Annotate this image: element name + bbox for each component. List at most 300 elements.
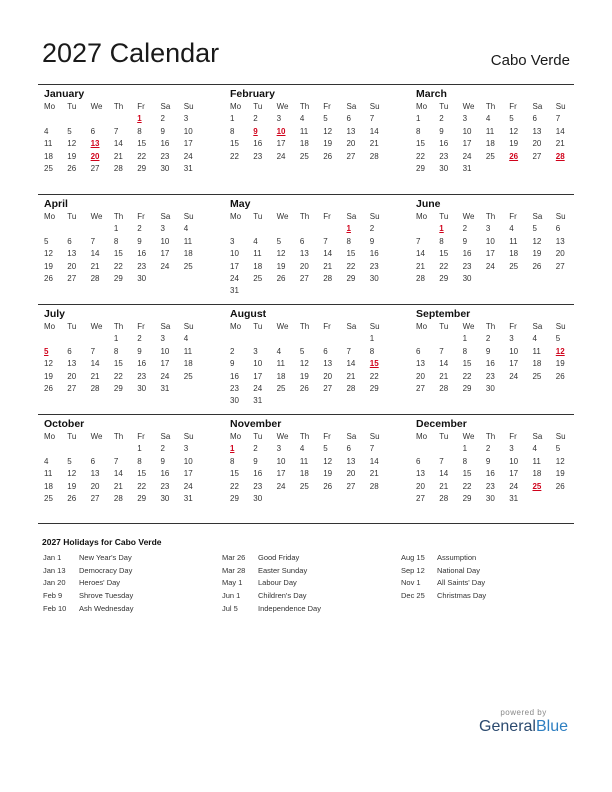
page-title: 2027 Calendar bbox=[42, 38, 220, 68]
day-cell: 2 bbox=[137, 334, 142, 344]
weekday-header: Th bbox=[113, 102, 124, 111]
month-11 bbox=[411, 417, 566, 505]
day-cell: 5 bbox=[299, 346, 305, 356]
day-cell: 18 bbox=[299, 469, 309, 479]
weekday-header: Sa bbox=[160, 212, 171, 221]
weekday-header: We bbox=[462, 212, 475, 221]
holiday-date: Mar 28 bbox=[222, 565, 246, 575]
day-cell: 25 bbox=[253, 273, 263, 283]
day-cell: 17 bbox=[230, 261, 239, 271]
weekday-header: Th bbox=[113, 322, 124, 331]
day-cell: 16 bbox=[485, 469, 495, 479]
holiday-column bbox=[222, 552, 321, 615]
divider-row-1 bbox=[38, 84, 574, 85]
day-cell: 8 bbox=[462, 456, 468, 466]
weekday-header: Sa bbox=[160, 432, 171, 441]
holiday-day: 1 bbox=[137, 114, 142, 124]
day-cell: 14 bbox=[113, 469, 123, 479]
day-cell: 10 bbox=[160, 346, 170, 356]
empty-cell bbox=[86, 333, 109, 345]
day-cell: 25 bbox=[183, 261, 193, 271]
day-cell: 12 bbox=[44, 249, 53, 259]
day-cell: 4 bbox=[183, 224, 189, 234]
day-cell: 13 bbox=[346, 126, 356, 136]
day-cell: 31 bbox=[183, 493, 193, 503]
weekday-header: Th bbox=[299, 322, 310, 331]
day-cell: 4 bbox=[299, 114, 305, 124]
day-cell: 13 bbox=[346, 456, 356, 466]
day-cell: 23 bbox=[160, 151, 170, 161]
day-cell: 28 bbox=[346, 383, 356, 393]
holiday-date: Aug 15 bbox=[401, 553, 425, 562]
empty-cell bbox=[62, 333, 85, 345]
weekday-header: Su bbox=[183, 102, 194, 111]
month-grid bbox=[225, 431, 380, 505]
empty-cell bbox=[109, 113, 132, 125]
day-cell: 16 bbox=[160, 469, 170, 479]
day-cell: 22 bbox=[113, 371, 123, 381]
holiday-entry bbox=[43, 590, 133, 603]
day-cell: 19 bbox=[323, 469, 333, 479]
day-cell: 17 bbox=[276, 469, 286, 479]
day-cell: 24 bbox=[509, 371, 519, 381]
month-2 bbox=[411, 87, 566, 175]
day-cell: 21 bbox=[346, 371, 356, 381]
day-cell: 7 bbox=[555, 114, 561, 124]
day-cell: 12 bbox=[276, 249, 286, 259]
day-cell: 30 bbox=[485, 383, 495, 393]
day-cell: 17 bbox=[183, 469, 193, 479]
day-cell: 19 bbox=[532, 249, 542, 259]
weekday-header: Su bbox=[555, 322, 566, 331]
day-cell: 9 bbox=[462, 236, 468, 246]
day-cell: 7 bbox=[369, 114, 375, 124]
day-cell: 3 bbox=[462, 114, 468, 124]
holiday-name: Shrove Tuesday bbox=[79, 591, 134, 601]
day-cell: 6 bbox=[416, 456, 421, 466]
holiday-entry bbox=[401, 565, 486, 578]
empty-cell bbox=[39, 333, 62, 345]
month-0 bbox=[39, 87, 194, 175]
holiday-entry bbox=[222, 577, 321, 590]
month-grid bbox=[39, 101, 194, 175]
weekday-header: Fr bbox=[509, 432, 517, 441]
day-cell: 21 bbox=[416, 261, 425, 271]
day-cell: 14 bbox=[90, 359, 100, 369]
day-cell: 19 bbox=[44, 261, 53, 271]
weekday-header: We bbox=[462, 322, 475, 331]
weekday-header: Mo bbox=[416, 212, 428, 221]
holiday-name: Children's Day bbox=[258, 591, 307, 601]
day-cell: 1 bbox=[230, 114, 235, 124]
day-cell: 16 bbox=[253, 139, 263, 149]
day-cell: 18 bbox=[253, 261, 263, 271]
day-cell: 15 bbox=[462, 469, 472, 479]
day-cell: 4 bbox=[532, 444, 537, 454]
day-cell: 5 bbox=[44, 236, 49, 246]
day-cell: 22 bbox=[230, 151, 239, 161]
month-8 bbox=[411, 307, 566, 395]
day-cell: 26 bbox=[276, 273, 286, 283]
day-cell: 8 bbox=[113, 346, 119, 356]
day-cell: 1 bbox=[113, 334, 119, 344]
day-cell: 21 bbox=[369, 469, 379, 479]
day-cell: 27 bbox=[416, 383, 425, 393]
day-cell: 29 bbox=[462, 383, 472, 393]
day-cell: 14 bbox=[323, 249, 333, 259]
day-cell: 20 bbox=[299, 261, 309, 271]
day-cell: 4 bbox=[44, 456, 49, 466]
day-cell: 21 bbox=[90, 261, 100, 271]
day-cell: 23 bbox=[369, 261, 379, 271]
day-cell: 15 bbox=[137, 139, 147, 149]
day-cell: 2 bbox=[160, 114, 165, 124]
holiday-entry bbox=[43, 565, 133, 578]
holiday-day: 12 bbox=[555, 346, 565, 356]
day-cell: 22 bbox=[137, 481, 147, 491]
day-cell: 29 bbox=[137, 493, 147, 503]
day-cell: 25 bbox=[299, 151, 309, 161]
day-cell: 5 bbox=[509, 114, 514, 124]
day-cell: 29 bbox=[462, 493, 472, 503]
holiday-date: Jan 1 bbox=[43, 553, 62, 562]
day-cell: 17 bbox=[160, 249, 170, 259]
day-cell: 18 bbox=[532, 469, 542, 479]
day-cell: 9 bbox=[160, 126, 165, 136]
day-cell: 17 bbox=[509, 469, 519, 479]
month-grid bbox=[39, 321, 194, 395]
day-cell: 8 bbox=[416, 126, 421, 136]
day-cell: 23 bbox=[230, 383, 239, 393]
day-cell: 1 bbox=[137, 444, 142, 454]
day-cell: 24 bbox=[183, 481, 193, 491]
empty-cell bbox=[86, 223, 109, 235]
day-cell: 20 bbox=[346, 139, 356, 149]
day-cell: 19 bbox=[67, 481, 77, 491]
day-cell: 4 bbox=[44, 126, 49, 136]
month-name: November bbox=[230, 418, 282, 430]
day-cell: 27 bbox=[323, 383, 333, 393]
weekday-header: Mo bbox=[44, 322, 56, 331]
day-cell: 1 bbox=[416, 114, 421, 124]
day-cell: 13 bbox=[532, 126, 542, 136]
day-cell: 9 bbox=[253, 456, 258, 466]
empty-cell bbox=[341, 333, 364, 345]
day-cell: 1 bbox=[462, 444, 468, 454]
day-cell: 7 bbox=[346, 346, 351, 356]
weekday-header: Tu bbox=[253, 322, 263, 331]
weekday-header: Sa bbox=[346, 102, 357, 111]
month-7 bbox=[225, 307, 380, 408]
holiday-date: Jul 5 bbox=[222, 603, 238, 613]
holiday-entry bbox=[222, 603, 321, 616]
day-cell: 11 bbox=[532, 346, 541, 356]
day-cell: 30 bbox=[462, 273, 472, 283]
day-cell: 31 bbox=[230, 286, 239, 296]
weekday-header: We bbox=[276, 102, 289, 111]
weekday-header: Su bbox=[183, 322, 194, 331]
weekday-header: Tu bbox=[67, 322, 77, 331]
weekday-header: Su bbox=[369, 322, 380, 331]
holiday-date: Jan 13 bbox=[43, 565, 66, 575]
month-name: June bbox=[416, 198, 441, 210]
weekday-header: We bbox=[276, 432, 289, 441]
day-cell: 25 bbox=[299, 481, 309, 491]
day-cell: 4 bbox=[183, 334, 189, 344]
day-cell: 4 bbox=[276, 346, 282, 356]
empty-cell bbox=[272, 223, 295, 235]
holiday-date: Mar 26 bbox=[222, 553, 246, 562]
day-cell: 8 bbox=[230, 456, 235, 466]
day-cell: 21 bbox=[555, 139, 565, 149]
day-cell: 21 bbox=[439, 481, 449, 491]
day-cell: 22 bbox=[346, 261, 356, 271]
weekday-header: Tu bbox=[253, 432, 263, 441]
day-cell: 24 bbox=[485, 261, 495, 271]
day-cell: 16 bbox=[160, 139, 170, 149]
weekday-header: Tu bbox=[439, 432, 449, 441]
day-cell: 12 bbox=[532, 236, 542, 246]
empty-cell bbox=[225, 333, 248, 345]
day-cell: 22 bbox=[113, 261, 123, 271]
weekday-header: Tu bbox=[253, 212, 263, 221]
day-cell: 17 bbox=[462, 139, 472, 149]
day-cell: 2 bbox=[485, 444, 491, 454]
footer-branding bbox=[479, 708, 568, 736]
weekday-header: Th bbox=[113, 432, 124, 441]
day-cell: 16 bbox=[485, 359, 495, 369]
day-cell: 31 bbox=[253, 396, 263, 406]
day-cell: 10 bbox=[462, 126, 472, 136]
holiday-day: 13 bbox=[90, 139, 100, 149]
day-cell: 19 bbox=[555, 469, 565, 479]
day-cell: 19 bbox=[555, 359, 565, 369]
weekday-header: We bbox=[276, 212, 289, 221]
day-cell: 12 bbox=[67, 139, 77, 149]
day-cell: 19 bbox=[299, 371, 309, 381]
day-cell: 5 bbox=[323, 114, 328, 124]
day-cell: 30 bbox=[485, 493, 495, 503]
day-cell: 21 bbox=[439, 371, 449, 381]
day-cell: 12 bbox=[299, 359, 309, 369]
day-cell: 30 bbox=[253, 493, 263, 503]
day-cell: 21 bbox=[90, 371, 100, 381]
day-cell: 11 bbox=[44, 469, 53, 479]
day-cell: 17 bbox=[253, 371, 263, 381]
day-cell: 28 bbox=[113, 493, 123, 503]
day-cell: 27 bbox=[90, 493, 100, 503]
day-cell: 3 bbox=[485, 224, 491, 234]
day-cell: 25 bbox=[44, 493, 53, 503]
day-cell: 2 bbox=[253, 114, 258, 124]
day-cell: 7 bbox=[439, 346, 444, 356]
day-cell: 24 bbox=[276, 151, 286, 161]
holiday-day: 10 bbox=[276, 126, 286, 136]
day-cell: 9 bbox=[137, 236, 142, 246]
holiday-name: Heroes' Day bbox=[79, 578, 121, 588]
divider-row-4 bbox=[38, 414, 574, 415]
day-cell: 11 bbox=[276, 359, 285, 369]
day-cell: 3 bbox=[160, 224, 165, 234]
day-cell: 7 bbox=[369, 444, 375, 454]
day-cell: 7 bbox=[113, 126, 119, 136]
day-cell: 16 bbox=[137, 359, 147, 369]
day-cell: 11 bbox=[299, 126, 309, 136]
day-cell: 3 bbox=[509, 334, 514, 344]
empty-cell bbox=[62, 113, 85, 125]
weekday-header: Tu bbox=[439, 322, 449, 331]
holiday-name: Independence Day bbox=[258, 603, 321, 613]
day-cell: 17 bbox=[276, 139, 286, 149]
day-cell: 11 bbox=[532, 456, 541, 466]
day-cell: 8 bbox=[439, 236, 444, 246]
day-cell: 19 bbox=[276, 261, 286, 271]
holiday-entry bbox=[401, 590, 486, 603]
month-9 bbox=[39, 417, 194, 505]
day-cell: 11 bbox=[183, 236, 193, 246]
holiday-date: Feb 10 bbox=[43, 603, 67, 613]
holiday-day: 9 bbox=[253, 126, 258, 136]
day-cell: 16 bbox=[369, 249, 379, 259]
day-cell: 18 bbox=[44, 151, 53, 161]
day-cell: 9 bbox=[230, 359, 235, 369]
holiday-name: All Saints' Day bbox=[437, 578, 486, 588]
holiday-date: Nov 1 bbox=[401, 578, 421, 588]
day-cell: 26 bbox=[299, 383, 309, 393]
holiday-entry bbox=[222, 565, 321, 578]
day-cell: 10 bbox=[509, 456, 519, 466]
empty-cell bbox=[295, 223, 318, 235]
day-cell: 10 bbox=[230, 249, 239, 259]
day-cell: 13 bbox=[555, 236, 565, 246]
month-grid bbox=[411, 431, 566, 505]
holiday-day: 28 bbox=[555, 151, 565, 161]
month-4 bbox=[225, 197, 380, 298]
day-cell: 2 bbox=[230, 346, 235, 356]
day-cell: 8 bbox=[230, 126, 235, 136]
day-cell: 17 bbox=[485, 249, 495, 259]
month-5 bbox=[411, 197, 566, 285]
day-cell: 10 bbox=[509, 346, 519, 356]
day-cell: 27 bbox=[299, 273, 309, 283]
day-cell: 2 bbox=[439, 114, 444, 124]
day-cell: 27 bbox=[67, 383, 77, 393]
day-cell: 25 bbox=[532, 371, 542, 381]
day-cell: 9 bbox=[485, 456, 491, 466]
day-cell: 7 bbox=[416, 236, 421, 246]
day-cell: 10 bbox=[160, 236, 170, 246]
month-grid bbox=[411, 211, 566, 285]
weekday-header: Mo bbox=[230, 102, 242, 111]
day-cell: 25 bbox=[485, 151, 495, 161]
holiday-date: Jun 1 bbox=[222, 591, 241, 601]
day-cell: 25 bbox=[44, 163, 53, 173]
day-cell: 8 bbox=[113, 236, 119, 246]
day-cell: 29 bbox=[137, 163, 147, 173]
day-cell: 28 bbox=[439, 383, 449, 393]
day-cell: 1 bbox=[462, 334, 468, 344]
holiday-column bbox=[43, 552, 133, 615]
month-name: May bbox=[230, 198, 251, 210]
day-cell: 31 bbox=[183, 163, 193, 173]
holiday-name: Christmas Day bbox=[437, 591, 487, 601]
day-cell: 31 bbox=[509, 493, 519, 503]
day-cell: 20 bbox=[532, 139, 542, 149]
holiday-column bbox=[401, 552, 486, 603]
day-cell: 24 bbox=[160, 371, 170, 381]
day-cell: 18 bbox=[44, 481, 53, 491]
holiday-name: Ash Wednesday bbox=[79, 603, 134, 613]
day-cell: 15 bbox=[462, 359, 472, 369]
day-cell: 8 bbox=[346, 236, 351, 246]
empty-cell bbox=[39, 113, 62, 125]
day-cell: 30 bbox=[160, 493, 170, 503]
day-cell: 28 bbox=[323, 273, 333, 283]
day-cell: 23 bbox=[485, 371, 495, 381]
day-cell: 24 bbox=[160, 261, 170, 271]
day-cell: 14 bbox=[113, 139, 123, 149]
empty-cell bbox=[318, 223, 341, 235]
month-3 bbox=[39, 197, 194, 285]
day-cell: 18 bbox=[299, 139, 309, 149]
day-cell: 24 bbox=[230, 273, 239, 283]
weekday-header: Sa bbox=[160, 322, 171, 331]
weekday-header: Mo bbox=[230, 212, 242, 221]
day-cell: 23 bbox=[137, 371, 147, 381]
day-cell: 20 bbox=[346, 469, 356, 479]
weekday-header: Su bbox=[369, 212, 380, 221]
day-cell: 26 bbox=[555, 371, 565, 381]
day-cell: 15 bbox=[439, 249, 449, 259]
holiday-name: Assumption bbox=[437, 553, 477, 562]
day-cell: 23 bbox=[253, 481, 263, 491]
day-cell: 5 bbox=[555, 444, 561, 454]
day-cell: 20 bbox=[416, 481, 425, 491]
day-cell: 15 bbox=[416, 139, 425, 149]
day-cell: 7 bbox=[439, 456, 444, 466]
day-cell: 14 bbox=[346, 359, 356, 369]
weekday-header: Su bbox=[555, 102, 566, 111]
day-cell: 28 bbox=[90, 273, 100, 283]
day-cell: 15 bbox=[230, 139, 239, 149]
weekday-header: Sa bbox=[532, 212, 543, 221]
day-cell: 13 bbox=[67, 359, 77, 369]
holiday-name: National Day bbox=[437, 565, 480, 575]
weekday-header: Fr bbox=[509, 212, 517, 221]
day-cell: 16 bbox=[253, 469, 263, 479]
day-cell: 16 bbox=[462, 249, 472, 259]
holiday-day: 20 bbox=[90, 151, 100, 161]
day-cell: 11 bbox=[44, 139, 53, 149]
holiday-date: May 1 bbox=[222, 578, 243, 588]
day-cell: 6 bbox=[346, 114, 351, 124]
day-cell: 30 bbox=[137, 273, 147, 283]
weekday-header: We bbox=[90, 102, 103, 111]
day-cell: 20 bbox=[67, 371, 77, 381]
month-10 bbox=[225, 417, 380, 505]
day-cell: 20 bbox=[416, 371, 425, 381]
day-cell: 14 bbox=[416, 249, 425, 259]
day-cell: 29 bbox=[230, 493, 239, 503]
day-cell: 3 bbox=[509, 444, 514, 454]
day-cell: 20 bbox=[67, 261, 77, 271]
day-cell: 7 bbox=[90, 236, 96, 246]
empty-cell bbox=[434, 443, 457, 455]
day-cell: 9 bbox=[369, 236, 375, 246]
weekday-header: Tu bbox=[67, 432, 77, 441]
powered-by-text: powered by bbox=[500, 708, 547, 717]
day-cell: 20 bbox=[555, 249, 565, 259]
